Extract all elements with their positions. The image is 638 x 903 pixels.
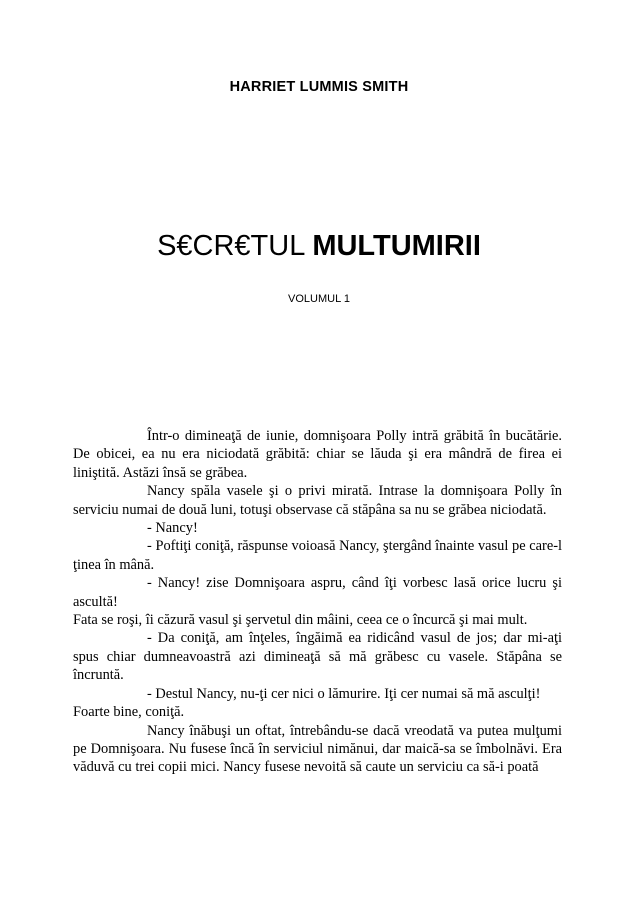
paragraph-3: - Nancy! <box>147 520 198 537</box>
body-text <box>73 427 562 777</box>
paragraph-8: - Destul Nancy, nu-ţi cer nici o lămurire. Iţi cer numai să mă asculţi! <box>147 685 541 702</box>
book-title-part2: MULTUMIRII <box>312 230 481 262</box>
book-title <box>0 228 638 264</box>
paragraph-2: Nancy spăla vasele şi o privi mirată. Intrase la domnişoara Polly în serviciu numai de două luni, totuşi observase că stăpâna sa nu se grăbea niciodată. <box>73 483 562 518</box>
paragraph-6: Fata se roşi, îi căzură vasul şi şervetul din mâini, ceea ce o încurcă şi mai mult. <box>73 612 528 629</box>
paragraph-10: Nancy înăbuşi un oftat, întrebându-se dacă vreodată va putea mulţumi pe Domnişoara. Nu fusese încă în serviciul nimănui, dar maică-sa se îmbolnăvi. Era văduvă cu trei copii mici. Nancy fusese nevoită să caute un serviciu ca să-i poată <box>73 722 562 776</box>
book-title-part1: S€CR€TUL <box>157 230 313 262</box>
paragraph-4: - Poftiţi coniţă, răspunse voioasă Nancy, ştergând înainte vasul pe care-l ţinea în mână. <box>73 538 562 573</box>
paragraph-1: Într-o dimineaţă de iunie, domnişoara Polly intră grăbită în bucătărie. De obicei, ea nu era niciodată grăbită: chiar se lăuda şi era mândră de firea ei liniştită. Astăzi însă se grăbea. <box>73 428 562 481</box>
paragraph-7: - Da coniţă, am înţeles, îngăimă ea ridicând vasul de jos; dar mi-aţi spus chiar dumneavoastră azi dimineaţă să mă grăbesc cu vasele. Stăpâna se încruntă. <box>73 630 562 684</box>
paragraph-5: - Nancy! zise Domnişoara aspru, când îţi vorbesc lasă orice lucru şi ascultă! <box>73 575 562 610</box>
paragraph-9: Foarte bine, coniţă. <box>73 704 185 721</box>
author-name: HARRIET LUMMIS SMITH <box>229 79 409 95</box>
volume-label: VOLUMUL 1 <box>288 293 350 305</box>
